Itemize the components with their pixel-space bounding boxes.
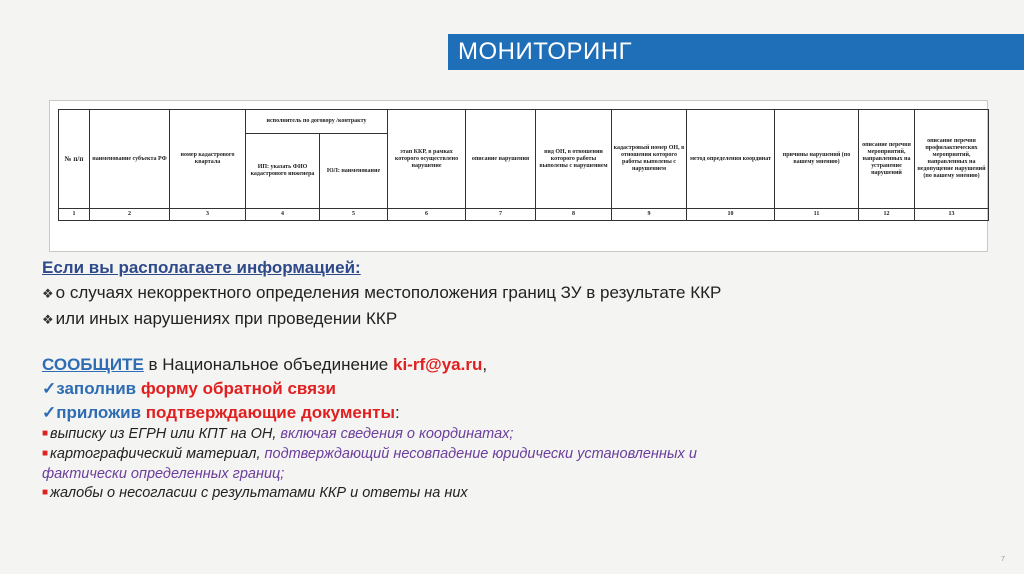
col-header-13: описание перечня профилактических мероприятий, направленных на недопущение нарушений (по вашему мнению) (915, 110, 989, 209)
report-line: СООБЩИТЕ в Национальное объединение ki-rf@ya.ru, (42, 355, 488, 374)
doc-item-1: ■ выписку из ЕГРН или КПТ на ОН, включая сведения о координатах; (42, 426, 514, 442)
col-number: 6 (388, 209, 466, 221)
report-form-table (58, 109, 989, 221)
checkmark-icon: ✓ (42, 403, 57, 422)
col-header-8: вид ОН, в отношении которого работы выполены с нарушением (536, 110, 612, 209)
square-bullet-icon: ■ (42, 448, 49, 459)
step-fill-form: ✓заполнив форму обратной связи (42, 379, 336, 398)
col-header-6: этап ККР, в рамках которого осуществлено нарушение (388, 110, 466, 209)
col-header-3: номер кадастрового квартала (170, 110, 246, 209)
doc-item-3: ■ жалобы о несогласии с результатами ККР и ответы на них (42, 485, 468, 501)
col-number: 3 (170, 209, 246, 221)
col-header-10: метод определения координат (687, 110, 775, 209)
doc-item-2: ■ картографический материал, подтверждающий несовпадение юридически установленных и (42, 446, 697, 462)
col-header-group: исполнитель по договору /контракту (246, 110, 388, 134)
col-number: 11 (775, 209, 859, 221)
col-header-5: ЮЛ: наименование (320, 134, 388, 209)
feedback-form-link[interactable]: форму обратной связи (140, 379, 336, 398)
square-bullet-icon: ■ (42, 487, 49, 498)
info-bullet-2: ❖ или иных нарушениях при проведении ККР (42, 309, 398, 328)
slide-title: МОНИТОРИНГ (458, 38, 633, 65)
body-text (42, 256, 942, 504)
doc-item-2-cont: фактически определенных границ; (42, 466, 285, 482)
col-number: 5 (320, 209, 388, 221)
col-header-1: № п/п (59, 110, 90, 209)
col-header-4: ИП: указать ФИО кадастрового инженера (246, 134, 320, 209)
step-attach-docs: ✓приложив подтверждающие документы: (42, 403, 400, 422)
col-header-2: наименование субъекта РФ (90, 110, 170, 209)
report-word: СООБЩИТЕ (42, 355, 144, 374)
email-link[interactable]: ki-rf@ya.ru (393, 355, 483, 374)
table-image (49, 100, 988, 252)
col-number: 7 (466, 209, 536, 221)
col-header-9: кадастровый номер ОН, в отношении которого работы выполены с нарушением (612, 110, 687, 209)
col-header-12: описание перечня мероприятий, направленных на устранение нарушений (859, 110, 915, 209)
page-number: 7 (1001, 556, 1005, 563)
square-bullet-icon: ■ (42, 428, 49, 439)
col-number: 13 (915, 209, 989, 221)
col-number: 4 (246, 209, 320, 221)
col-number: 10 (687, 209, 775, 221)
col-number: 1 (59, 209, 90, 221)
info-heading: Если вы располагаете информацией: (42, 258, 361, 277)
diamond-bullet-icon: ❖ (42, 312, 54, 327)
title-bar (448, 34, 1024, 70)
checkmark-icon: ✓ (42, 379, 57, 398)
col-number: 9 (612, 209, 687, 221)
col-header-11: причины нарушений (по вашему мнению) (775, 110, 859, 209)
info-bullet-1: ❖ о случаях некорректного определения местоположения границ ЗУ в результате ККР (42, 283, 722, 302)
col-header-7: описание нарушения (466, 110, 536, 209)
col-number: 8 (536, 209, 612, 221)
col-number: 12 (859, 209, 915, 221)
diamond-bullet-icon: ❖ (42, 286, 54, 301)
col-number: 2 (90, 209, 170, 221)
